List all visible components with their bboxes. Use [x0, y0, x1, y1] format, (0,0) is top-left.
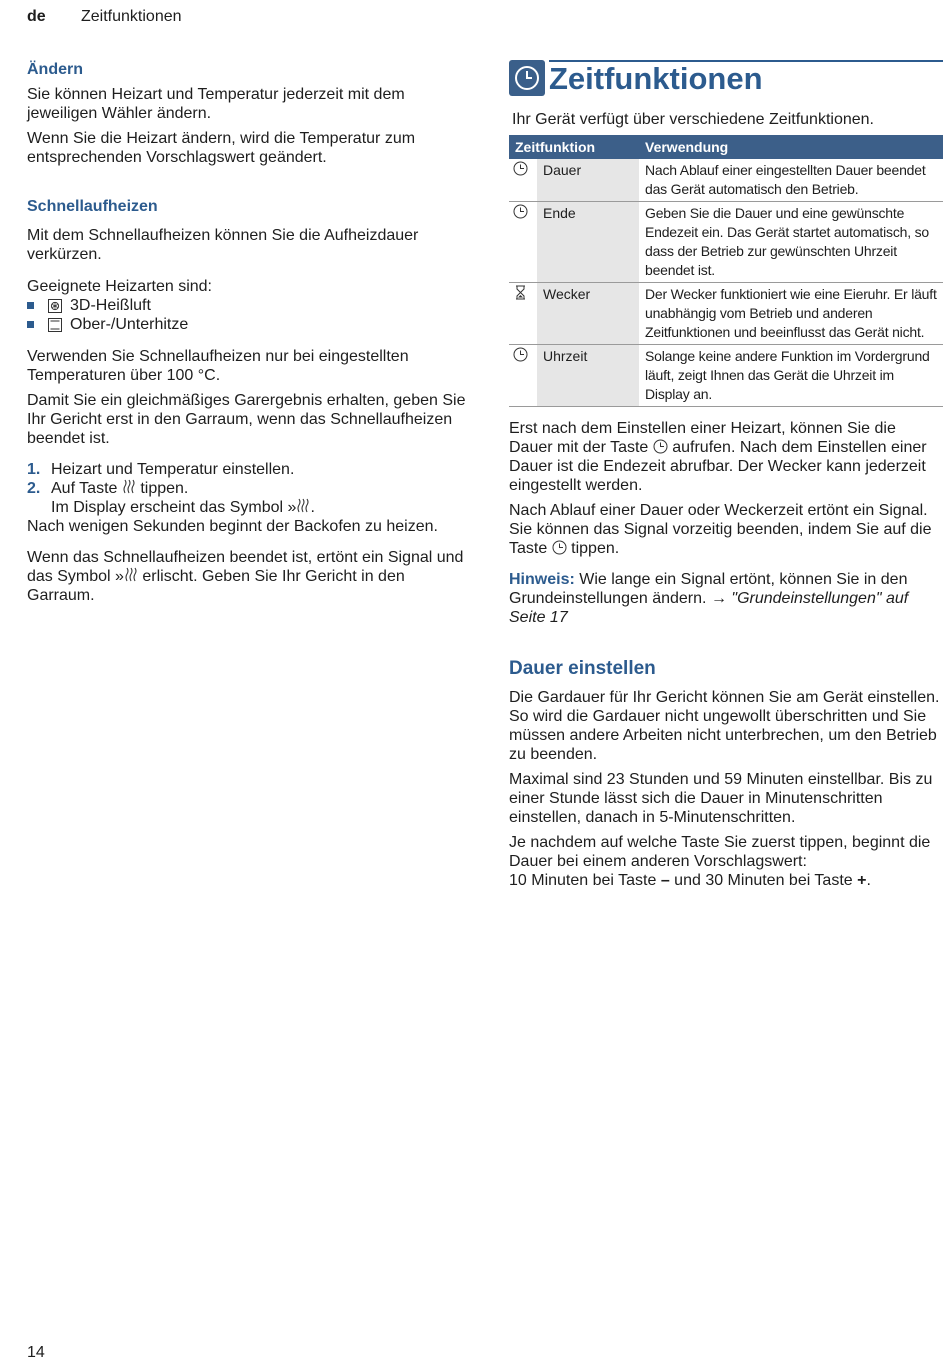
- suitable-modes-label: Geeignete Heizarten sind:: [27, 278, 212, 295]
- dauer-paragraph-1: Die Gardauer für Ihr Gericht können Sie am Gerät einstellen. So wird die Gardauer nicht ungewollt überschritten und Sie müssen andere Arbeiten nicht unterbrechen, um den Betrieb zu beenden.: [509, 689, 940, 763]
- plus-key-symbol: +: [857, 872, 867, 889]
- table-cell-use: Nach Ablauf einer eingestellten Dauer beendet das Gerät automatisch den Betrieb.: [639, 159, 943, 202]
- hint-text: Wie lange ein Signal ertönt, können Sie in den Grundeinstellungen ändern.: [509, 571, 908, 607]
- hot-air-3d-icon: [48, 299, 62, 313]
- time-functions-table: [509, 135, 943, 407]
- temperature-note: Verwenden Sie Schnellaufheizen nur bei eingestellten Temperaturen über 100 °C.: [27, 348, 409, 384]
- schnellaufheizen-heading: Schnellaufheizen: [27, 198, 158, 215]
- schnellaufheizen-intro: Mit dem Schnellaufheizen können Sie die Aufheizdauer verkürzen.: [27, 227, 419, 263]
- bullet-square-icon: [27, 321, 34, 328]
- arrow-icon: →: [710, 590, 727, 607]
- table-row: [509, 159, 943, 202]
- heating-mode-label: Ober-/Unterhitze: [70, 316, 189, 333]
- step-number: 1.: [27, 461, 41, 478]
- clock-icon: [653, 439, 668, 454]
- minus-key-symbol: –: [660, 872, 670, 889]
- step-item: [27, 479, 467, 498]
- clock-icon: [552, 540, 567, 555]
- table-header-use: Verwendung: [639, 135, 943, 159]
- bullet-square-icon: [27, 302, 34, 309]
- hint-label: Hinweis:: [509, 571, 575, 588]
- section-intro: Ihr Gerät verfügt über verschiedene Zeitfunktionen.: [512, 111, 874, 128]
- clock-icon: [509, 202, 537, 283]
- table-cell-function: Dauer: [537, 159, 639, 202]
- right-column: [509, 60, 943, 896]
- duration-access-before: Erst nach dem Einstellen einer Heizart, können Sie die Dauer mit der Taste: [509, 420, 896, 456]
- dauer-paragraph-3: [509, 833, 943, 890]
- list-item: [27, 296, 467, 315]
- aendern-paragraph-1: Sie können Heizart und Temperatur jederzeit mit dem jeweiligen Wähler ändern.: [27, 86, 405, 122]
- page-number: 14: [27, 1344, 45, 1361]
- step-item: [27, 460, 467, 479]
- end-signal-after: erlischt. Geben Sie Ihr Gericht in den Garraum.: [27, 568, 405, 604]
- step-2-result: [27, 498, 467, 517]
- table-row: [509, 283, 943, 345]
- page-reference-link[interactable]: "Grundeinstellungen" auf Seite 17: [509, 590, 909, 626]
- aendern-paragraph-2: Wenn Sie die Heizart ändern, wird die Temperatur zum entsprechenden Vorschlagswert geändert.: [27, 130, 416, 166]
- section-title: Zeitfunktionen: [549, 61, 763, 96]
- table-cell-function: Ende: [537, 202, 639, 283]
- end-signal-text: [27, 548, 467, 605]
- header-language: de: [27, 8, 46, 25]
- section-header: [509, 60, 943, 96]
- table-cell-use: Geben Sie die Dauer und eine gewünschte Endezeit ein. Das Gerät startet automatisch, so dass der Betrieb zur gewünschten Uhrzeit beendet ist.: [639, 202, 943, 283]
- rapid-heat-icon: [122, 479, 136, 495]
- step-text: Heizart und Temperatur einstellen.: [51, 461, 295, 478]
- clock-icon: [509, 159, 537, 202]
- step-text: [51, 479, 188, 498]
- top-bottom-heat-icon: [48, 318, 62, 332]
- step-result-text: Im Display erscheint das Symbol »: [51, 499, 297, 516]
- step-result-end: .: [310, 499, 315, 516]
- heating-mode-label: 3D-Heißluft: [70, 297, 151, 314]
- heating-modes-list: [27, 296, 467, 334]
- hourglass-icon: [509, 283, 537, 345]
- dauer-p3-b: und 30 Minuten bei Taste: [674, 872, 853, 889]
- step-text-after: tippen.: [140, 480, 189, 497]
- clock-icon: [509, 60, 545, 96]
- table-cell-use: Der Wecker funktioniert wie eine Eieruhr. Er läuft unabhängig vom Betrieb und anderen Zeitfunktionen und beeinflusst das Gerät nicht.: [639, 283, 943, 345]
- table-row: [509, 345, 943, 407]
- dauer-heading: Dauer einstellen: [509, 658, 656, 679]
- table-cell-function: Wecker: [537, 283, 639, 345]
- signal-text: [509, 501, 943, 558]
- duration-access-after: aufrufen. Nach dem Einstellen einer Dauer ist die Endezeit abrufbar. Der Wecker kann jederzeit eingestellt werden.: [509, 439, 927, 494]
- table-cell-function: Uhrzeit: [537, 345, 639, 407]
- after-steps-text: Nach wenigen Sekunden beginnt der Backofen zu heizen.: [27, 518, 438, 535]
- hint-paragraph: [509, 570, 943, 627]
- section-title-wrap: [549, 60, 943, 96]
- dauer-p3-end: .: [866, 872, 871, 889]
- end-signal-before: Wenn das Schnellaufheizen beendet ist, ertönt ein Signal und das Symbol »: [27, 549, 464, 585]
- left-column: [27, 60, 467, 611]
- clock-icon: [509, 345, 537, 407]
- signal-after: tippen.: [571, 540, 620, 557]
- list-item: [27, 315, 467, 334]
- dauer-p3-line1: Je nachdem auf welche Taste Sie zuerst tippen, beginnt die Dauer bei einem anderen Vorschlagswert:: [509, 834, 931, 870]
- steps-list: [27, 460, 467, 498]
- even-result-note: Damit Sie ein gleichmäßiges Garergebnis erhalten, geben Sie Ihr Gericht erst in den Garraum, wenn das Schnellaufheizen beendet ist.: [27, 392, 466, 447]
- step-text-before: Auf Taste: [51, 480, 118, 497]
- table-row: [509, 202, 943, 283]
- duration-access-text: [509, 419, 943, 495]
- signal-before: Nach Ablauf einer Dauer oder Weckerzeit ertönt ein Signal. Sie können das Signal vorzeitig beenden, indem Sie auf die Taste: [509, 502, 932, 557]
- rapid-heat-icon: [124, 567, 138, 583]
- table-cell-use: Solange keine andere Funktion im Vordergrund läuft, zeigt Ihnen das Gerät die Uhrzeit im Display an.: [639, 345, 943, 407]
- rapid-heat-icon: [296, 498, 310, 514]
- aendern-heading: Ändern: [27, 61, 83, 78]
- dauer-paragraph-2: Maximal sind 23 Stunden und 59 Minuten einstellbar. Bis zu einer Stunde lässt sich die Dauer in Minutenschritten einstellen, danach in 5-Minutenschritten.: [509, 771, 933, 826]
- step-number: 2.: [27, 480, 41, 497]
- table-header-function: Zeitfunktion: [509, 135, 639, 159]
- dauer-p3-a: 10 Minuten bei Taste: [509, 872, 657, 889]
- header-section-title: Zeitfunktionen: [81, 8, 182, 25]
